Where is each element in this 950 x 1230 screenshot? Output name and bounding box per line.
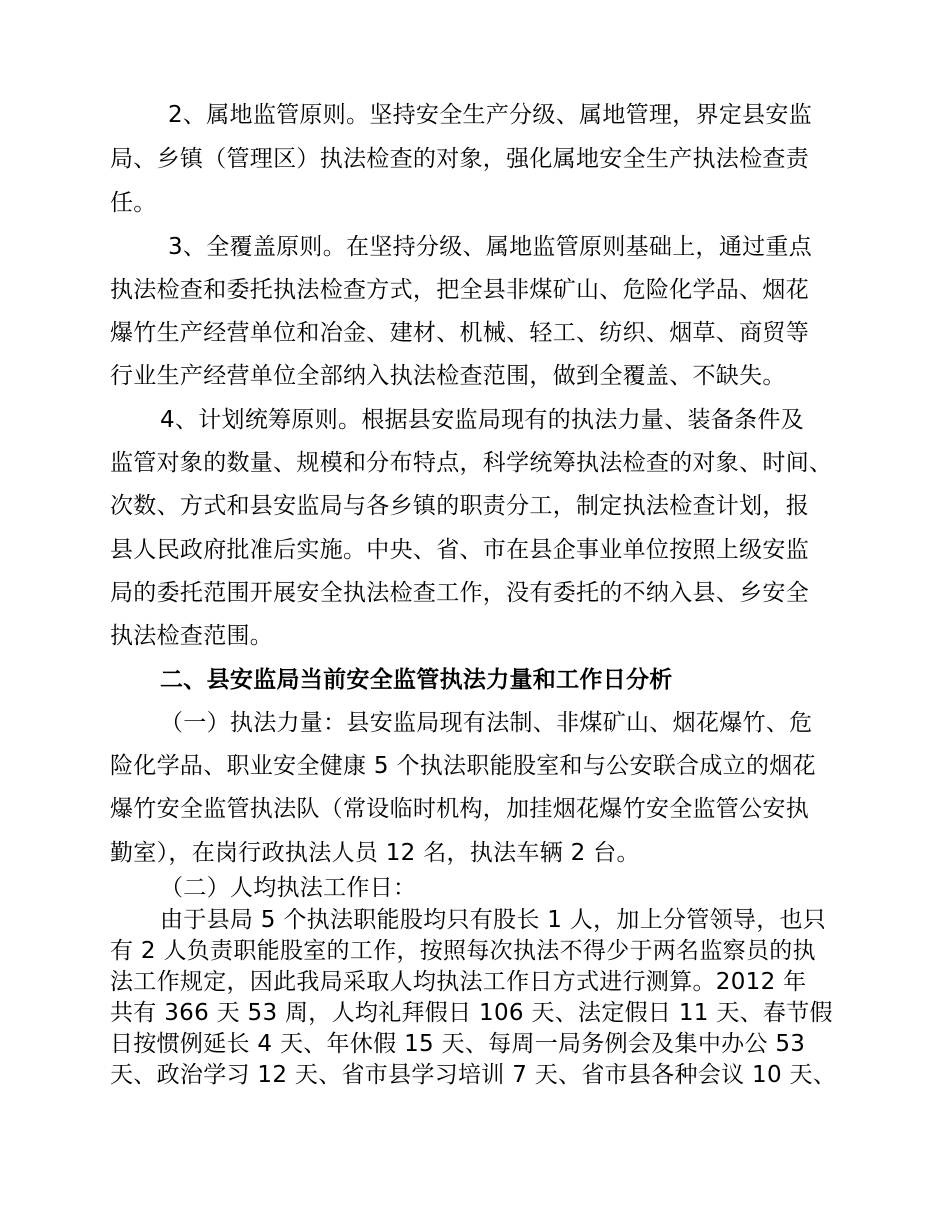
para-4-line-2: 监管对象的数量、规模和分布特点，科学统筹执法检查的对象、时间、	[110, 450, 833, 476]
subsection-2-line-5: 日按惯例延长 4 天、年休假 15 天、每周一局务例会及集中办公 53	[110, 1031, 806, 1057]
para-4-line-6: 执法检查范围。	[110, 623, 274, 649]
para-4-line-4: 县人民政府批准后实施。中央、省、市在县企事业单位按照上级安监	[110, 537, 809, 563]
subsection-1-line-1: （一）执法力量：县安监局现有法制、非煤矿山、烟花爆竹、危	[160, 710, 813, 736]
subsection-2-heading: （二）人均执法工作日：	[160, 875, 417, 901]
section-heading: 二、县安监局当前安全监管执法力量和工作日分析	[160, 667, 673, 693]
subsection-1-line-2: 险化学品、职业安全健康 5 个执法职能股室和与公安联合成立的烟花	[110, 753, 816, 779]
para-3-line-1: 3、全覆盖原则。在坚持分级、属地监管原则基础上，通过重点	[168, 234, 813, 260]
subsection-2-line-3: 法工作规定，因此我局采取人均执法工作日方式进行测算。2012 年	[110, 969, 807, 995]
para-3-line-2: 执法检查和委托执法检查方式，把全县非煤矿山、危险化学品、烟花	[110, 277, 809, 303]
para-3-line-4: 行业生产经营单位全部纳入执法检查范围，做到全覆盖、不缺失。	[110, 363, 786, 389]
para-2-line-2: 局、乡镇（管理区）执法检查的对象，强化属地安全生产执法检查责	[110, 146, 809, 172]
para-2-line-1: 2、属地监管原则。坚持安全生产分级、属地管理，界定县安监	[168, 102, 813, 128]
subsection-2-line-6: 天、政治学习 12 天、省市县学习培训 7 天、省市县各种会议 10 天、	[110, 1062, 837, 1088]
subsection-2-line-4: 共有 366 天 53 周，人均礼拜假日 106 天、法定假日 11 天、春节假	[110, 1000, 833, 1026]
subsection-1-line-4: 勤室），在岗行政执法人员 12 名，执法车辆 2 台。	[110, 840, 640, 866]
para-4-line-5: 局的委托范围开展安全执法检查工作，没有委托的不纳入县、乡安全	[110, 580, 809, 606]
para-3-line-3: 爆竹生产经营单位和冶金、建材、机械、轻工、纺织、烟草、商贸等	[110, 320, 809, 346]
para-4-line-1: 4、计划统筹原则。根据县安监局现有的执法力量、装备条件及	[160, 407, 805, 433]
subsection-2-line-2: 有 2 人负责职能股室的工作，按照每次执法不得少于两名监察员的执	[110, 938, 816, 964]
subsection-1-line-3: 爆竹安全监管执法队（常设临时机构，加挂烟花爆竹安全监管公安执	[110, 796, 809, 822]
para-2-line-3: 任。	[110, 190, 157, 216]
subsection-2-line-1: 由于县局 5 个执法职能股均只有股长 1 人，加上分管领导，也只	[160, 907, 827, 933]
para-4-line-3: 次数、方式和县安监局与各乡镇的职责分工，制定执法检查计划，报	[110, 493, 809, 519]
